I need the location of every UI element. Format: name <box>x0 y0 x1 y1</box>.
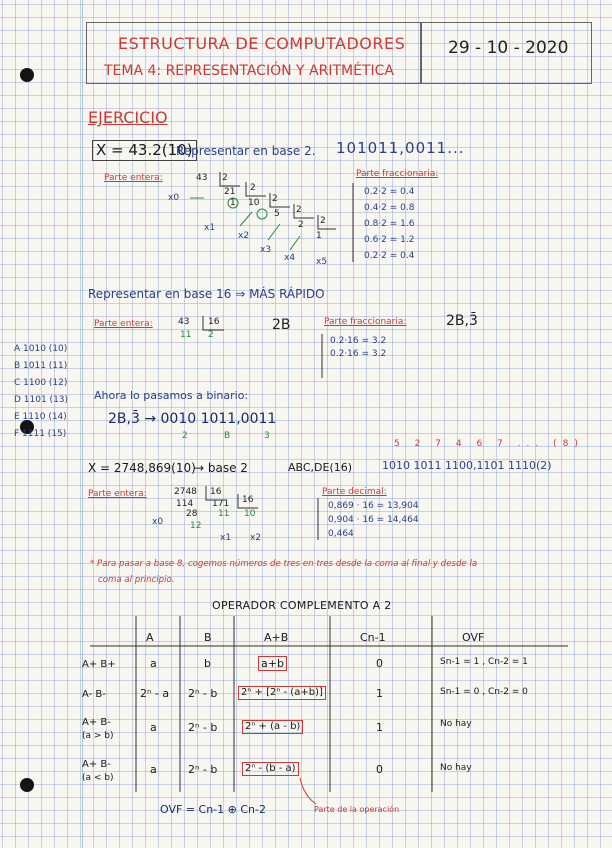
row-b: 2ⁿ - b <box>188 687 218 700</box>
base16-div: 16 <box>208 317 220 327</box>
div-number: 2 <box>250 183 256 193</box>
base16-int-label: Parte entera: <box>94 319 153 329</box>
frac-step: 0.8·2 = 1.6 <box>364 219 415 229</box>
table-header: OVF <box>462 631 485 644</box>
note-line: coma al principio. <box>98 575 175 585</box>
hex-table-row: C 1100 (12) <box>14 378 68 388</box>
row-a: 2ⁿ - a <box>140 687 170 700</box>
div-number: 2 <box>272 194 278 204</box>
example2-div: 2748 <box>174 487 197 497</box>
div-label: x4 <box>284 253 296 263</box>
hex-table-row: B 1011 (11) <box>14 361 68 371</box>
div-number: 2 <box>320 216 326 226</box>
row-a: a <box>150 657 157 670</box>
hex-table-row: D 1101 (13) <box>14 395 69 405</box>
hex-table-row: F 1111 (15) <box>14 429 67 439</box>
base16-div: 11 <box>180 330 192 340</box>
row-b: 2ⁿ - b <box>188 763 218 776</box>
row-ab: 2ⁿ + (a - b) <box>242 720 303 734</box>
row-b: b <box>204 657 211 670</box>
div-number: 2 <box>296 205 302 215</box>
frac-step: 0.6·2 = 1.2 <box>364 235 415 245</box>
example2-int-label: Parte entera: <box>88 489 147 499</box>
base16-line: Representar en base 16 ⇒ MÁS RÁPIDO <box>88 287 325 301</box>
binary-conversion: 2B,3̄ → 0010 1011,0011 <box>108 411 277 427</box>
topic-title: TEMA 4: REPRESENTACIÓN Y ARITMÉTICA <box>104 63 394 79</box>
example2-div: 10 <box>244 509 256 519</box>
example2-dec-step: 0,464 <box>328 529 354 539</box>
binary-digit: 3 <box>264 431 270 441</box>
base16-frac-step: 0.2·16 = 3.2 <box>330 336 387 346</box>
row-ovf: Sn-1 = 0 , Cn-2 = 0 <box>440 687 528 697</box>
frac-step: 0.4·2 = 0.8 <box>364 203 415 213</box>
row-label: A+ B+ <box>82 659 116 670</box>
instruction: Representar en base 2. <box>176 144 316 158</box>
row-label: A- B- <box>82 689 106 700</box>
base16-result: 2B,3̄ <box>446 313 478 329</box>
example2-div: 11 <box>218 509 230 519</box>
example2-dec-step: 0,869 · 16 = 13,904 <box>328 501 419 511</box>
base16-frac-label: Parte fraccionaria: <box>324 317 407 327</box>
example2-div: 16 <box>210 487 222 497</box>
row-c: 0 <box>376 657 383 670</box>
row-a: a <box>150 721 157 734</box>
table-header: Cn-1 <box>360 631 386 644</box>
course-title: ESTRUCTURA DE COMPUTADORES <box>118 34 406 53</box>
row-a: a <box>150 763 157 776</box>
binary-line: Ahora lo pasamos a binario: <box>94 389 249 402</box>
div-label: x2 <box>238 231 250 241</box>
div-number: 43 <box>196 173 208 183</box>
example2-expr: X = 2748,869(10) <box>88 461 196 475</box>
row-sub: (a < b) <box>82 773 114 783</box>
result-base2: 101011,0011... <box>336 139 465 157</box>
table-header: A+B <box>264 631 289 644</box>
row-label: A+ B- <box>82 717 111 728</box>
div-number: 2 <box>222 173 228 183</box>
row-ovf: Sn-1 = 1 , Cn-2 = 1 <box>440 657 528 667</box>
int-part-label: Parte entera: <box>104 173 163 183</box>
row-c: 1 <box>376 721 383 734</box>
example2-dec-label: Parte decimal: <box>322 487 387 497</box>
div-number: 2 <box>298 220 304 230</box>
example2-hex: ABC,DE(16) <box>288 461 353 474</box>
example2-div: 16 <box>242 495 254 505</box>
example2-div: 114 <box>176 499 194 509</box>
table-header: A <box>146 631 154 644</box>
exercise-heading: EJERCICIO <box>88 108 168 127</box>
table-annotation: Parte de la operación <box>314 805 400 814</box>
base16-frac-step: 0.2·16 = 3.2 <box>330 349 387 359</box>
row-ab: 2ⁿ + [2ⁿ - (a+b)] <box>238 686 326 700</box>
example2-dec-step: 0,904 · 16 = 14,464 <box>328 515 419 525</box>
base16-div: 2 <box>208 330 214 340</box>
row-ovf: No hay <box>440 719 472 729</box>
frac-step: 0.2·2 = 0.4 <box>364 251 415 261</box>
table-header: B <box>204 631 212 644</box>
example2-div: 171 <box>212 499 230 509</box>
base16-div: 43 <box>178 317 190 327</box>
binary-digit: B <box>224 431 231 441</box>
date: 29 - 10 - 2020 <box>448 38 569 58</box>
row-c: 1 <box>376 687 383 700</box>
frac-part-label: Parte fraccionaria: <box>356 169 439 179</box>
octal-digit: 6 <box>476 439 489 449</box>
row-sub: (a > b) <box>82 731 114 741</box>
row-b: 2ⁿ - b <box>188 721 218 734</box>
octal-digit: 5 <box>394 439 406 449</box>
number-box: X = 43.2(10) <box>92 140 197 161</box>
base16-int-result: 2B <box>272 317 291 333</box>
example2-arrow: → base 2 <box>194 461 248 475</box>
table-title: OPERADOR COMPLEMENTO A 2 <box>212 599 392 612</box>
octal-digit: 2 <box>414 439 427 449</box>
div-label: x0 <box>168 193 180 203</box>
octal-digit: 7 <box>497 439 509 449</box>
div-label: x3 <box>260 245 272 255</box>
octal-digit: ... (8) <box>517 439 584 449</box>
frac-step: 0.2·2 = 0.4 <box>364 187 415 197</box>
row-ab: 2ⁿ - (b - a) <box>242 762 299 776</box>
div-number: 1 <box>316 231 322 241</box>
hex-table-row: E 1110 (14) <box>14 412 67 422</box>
div-number: 21 <box>224 187 236 197</box>
example2-div: 28 <box>186 509 198 519</box>
row-c: 0 <box>376 763 383 776</box>
div-number: 5 <box>274 209 280 219</box>
div-number: 10 <box>248 198 260 208</box>
example2-x: x0 <box>152 517 164 527</box>
binary-digit: 2 <box>182 431 188 441</box>
octal-digit: 7 <box>435 439 447 449</box>
row-ovf: No hay <box>440 763 472 773</box>
row-label: A+ B- <box>82 759 111 770</box>
example2-hex-binary: 1010 1011 1100,1101 1110(2) <box>382 459 552 472</box>
example2-div: 12 <box>190 521 202 531</box>
div-number: 1 <box>230 198 236 208</box>
hex-table-row: A 1010 (10) <box>14 344 68 354</box>
example2-x: x1 <box>220 533 232 543</box>
note-line: * Para pasar a base 8, cogemos números de tres en tres desde la coma al final y desde la <box>90 559 478 569</box>
div-label: x1 <box>204 223 216 233</box>
row-ab: a+b <box>258 656 287 671</box>
div-label: x5 <box>316 257 328 267</box>
octal-digit: 4 <box>455 439 468 449</box>
ovf-formula: OVF = Cn-1 ⊕ Cn-2 <box>160 803 266 816</box>
example2-x: x2 <box>250 533 262 543</box>
